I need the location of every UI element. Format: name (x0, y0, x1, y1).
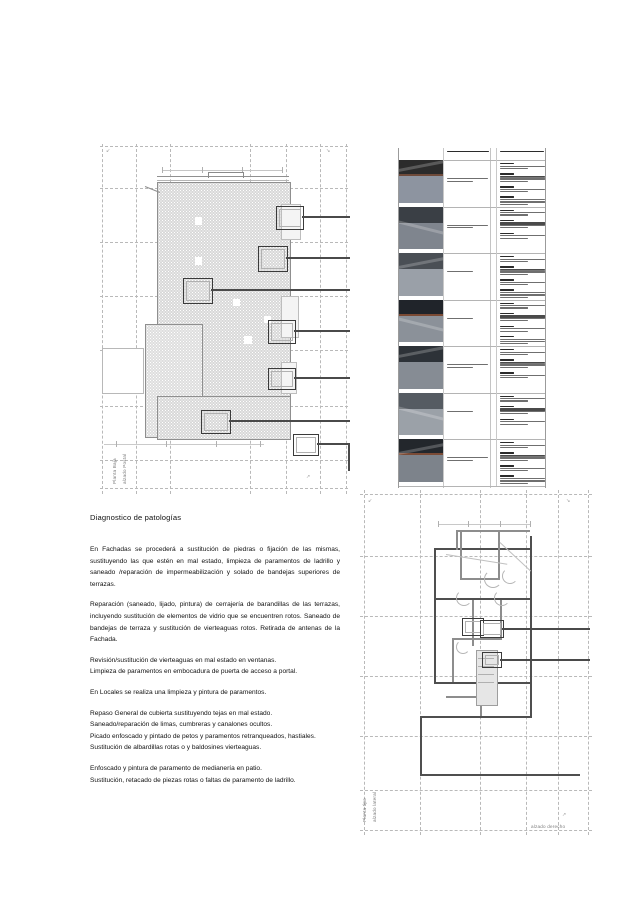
description-text-glyphs (500, 318, 545, 319)
photo-terraza-peto (399, 160, 443, 203)
page-title: Diagnostico de patologías (90, 513, 182, 522)
table-row (399, 207, 545, 254)
detail-caption-cell (443, 346, 496, 393)
description-text-glyphs (500, 181, 528, 182)
view-arrow-icon: ↙ (368, 498, 373, 504)
plan-label-inner: alzado lateral (372, 791, 377, 822)
caption-text-glyphs (447, 181, 473, 182)
description-text-glyphs (500, 367, 528, 368)
dimension-tick (216, 441, 217, 447)
description-text-glyphs (500, 413, 528, 414)
photo-region-lower (399, 269, 443, 295)
description-text-glyphs (500, 331, 528, 332)
parapet-step-edge (243, 172, 244, 178)
description-text-glyphs (500, 212, 545, 213)
view-arrow-icon: ↗ (306, 474, 311, 480)
description-subheading-glyphs (500, 396, 514, 397)
description-text-glyphs (500, 238, 528, 239)
dimension-line (162, 170, 282, 171)
detail-caption-cell (443, 160, 496, 207)
exterior-wall-left-base (420, 716, 422, 776)
window-void (102, 348, 144, 394)
description-subheading-glyphs (500, 313, 514, 314)
plan-leader-line-1 (502, 628, 590, 630)
table-header-row (399, 148, 545, 160)
description-subheading-glyphs (500, 452, 514, 453)
door-swing-icon (484, 570, 502, 588)
stair-tread (478, 682, 494, 683)
caption-text-glyphs (447, 271, 473, 272)
detail-caption-cell (443, 393, 496, 440)
table-row-separator (399, 486, 545, 487)
door-swing-icon (494, 590, 510, 606)
grid-line-h (100, 146, 348, 147)
photo-cell (399, 253, 443, 300)
description-text-glyphs (500, 315, 545, 316)
description-cell (496, 207, 547, 254)
exterior-wall-setback-side (456, 530, 458, 550)
photo-fachada-ladrillo (399, 346, 443, 389)
description-text-glyphs (500, 408, 545, 409)
description-text-glyphs (500, 225, 545, 226)
elevation-label-inner: alzado Postal (122, 453, 127, 484)
description-text-glyphs (500, 411, 545, 412)
description-text-glyphs (500, 320, 528, 321)
photo-cell (399, 393, 443, 440)
description-cell (496, 253, 547, 300)
description-text-glyphs (500, 328, 545, 329)
description-text-glyphs (500, 460, 528, 461)
facade-marker (195, 217, 202, 225)
description-text-glyphs (500, 259, 545, 260)
header-text-glyphs (500, 151, 544, 152)
description-text-glyphs (500, 199, 545, 200)
description-subheading-glyphs (500, 289, 514, 290)
callout-box-5[interactable] (268, 368, 296, 390)
description-subheading-glyphs (500, 256, 514, 257)
caption-text-glyphs (447, 460, 473, 461)
table-row (399, 439, 545, 486)
table-header-description-cell (496, 148, 546, 160)
interior-wall-h (434, 598, 530, 600)
caption-text-glyphs (447, 411, 473, 412)
floor-plan-drawing (360, 490, 592, 835)
callout-box-1[interactable] (276, 206, 304, 230)
grid-line-h (100, 460, 348, 461)
elevation-label-outer: Planta Baja (112, 458, 117, 484)
dimension-tick (530, 521, 531, 527)
description-text-glyphs (500, 455, 545, 456)
leader-line-1 (302, 216, 350, 218)
description-text-glyphs (500, 307, 528, 308)
description-text-glyphs (500, 457, 545, 458)
description-text-glyphs (500, 297, 528, 298)
header-text-glyphs (447, 151, 489, 152)
leader-line-6 (229, 420, 350, 422)
description-text-glyphs (500, 271, 545, 272)
description-subheading-glyphs (500, 442, 514, 443)
dimension-line (104, 444, 264, 445)
description-subheading-glyphs (500, 279, 514, 280)
description-text-glyphs (500, 227, 528, 228)
caption-text-glyphs (447, 225, 488, 226)
description-text-glyphs (500, 189, 545, 190)
description-block-gap (500, 426, 545, 429)
leader-line-7-riser (348, 443, 350, 471)
leader-line-3 (211, 289, 350, 291)
description-text-glyphs (500, 424, 528, 425)
exterior-wall-bottom (420, 716, 532, 718)
photo-cell (399, 300, 443, 347)
dimension-tick (116, 441, 117, 447)
view-arrow-icon: ↗ (562, 812, 567, 818)
photo-region-upper (399, 207, 443, 224)
dimension-tick (500, 521, 501, 527)
description-text-glyphs (500, 364, 545, 365)
description-text-glyphs (500, 343, 528, 344)
caption-text-glyphs (447, 318, 473, 319)
description-subheading-glyphs (500, 372, 514, 373)
description-text-glyphs (500, 341, 545, 342)
dimension-tick (438, 521, 439, 527)
description-text-glyphs (500, 470, 528, 471)
grid-line-v (526, 490, 527, 835)
description-subheading-glyphs (500, 326, 514, 327)
description-text-glyphs (500, 191, 528, 192)
description-text-glyphs (500, 274, 528, 275)
detail-caption-cell (443, 439, 496, 486)
diagnostic-paragraph: Picado enfoscado y pintado de petos y paramentos retranqueados, hastiales. (90, 732, 316, 740)
description-text-glyphs (500, 480, 545, 481)
facade-marker (244, 336, 252, 344)
north-arrow-icon: ↙ (106, 148, 111, 154)
description-subheading-glyphs (500, 419, 514, 420)
photo-canalon (399, 300, 443, 343)
description-text-glyphs (500, 375, 545, 376)
description-subheading-glyphs (500, 303, 514, 304)
plan-label-bottom: alzado derecho (531, 824, 566, 829)
description-subheading-glyphs (500, 266, 514, 267)
description-subheading-glyphs (500, 233, 514, 234)
grid-line-v (102, 144, 103, 494)
description-text-glyphs (500, 447, 528, 448)
diagnostic-paragraph: En Locales se realiza una limpieza y pintura de paramentos. (90, 688, 267, 696)
diagnostic-paragraph: Reparación (saneado, lijado, pintura) de cerrajería de barandillas de las terrazas, incluyendo sustitución de elementos de vidrio que se encuentren rotos. Saneado de bandejas de terraza y sustitución de vierteaguas rotos. Retirada de antenas de la Fachada. (90, 601, 340, 644)
description-text-glyphs (500, 352, 545, 353)
description-text-glyphs (500, 468, 545, 469)
table-row (399, 253, 545, 300)
grid-line-v (136, 144, 137, 494)
description-text-glyphs (500, 201, 545, 202)
leader-line-7 (317, 443, 350, 445)
description-text-glyphs (500, 269, 545, 270)
description-cell (496, 300, 547, 347)
dimension-tick (166, 441, 167, 447)
door-swing-icon (456, 590, 472, 606)
detail-caption-cell (443, 207, 496, 254)
callout-box-6[interactable] (201, 410, 231, 434)
dimension-tick (468, 521, 469, 527)
dimension-tick (282, 167, 283, 173)
caption-text-glyphs (447, 457, 488, 458)
description-block-gap (500, 379, 545, 382)
exterior-wall-right-lower (530, 598, 532, 718)
photo-region-lower (399, 176, 443, 202)
description-subheading-glyphs (500, 173, 514, 174)
caption-text-glyphs (447, 227, 473, 228)
exterior-wall-setback (456, 530, 530, 532)
description-text-glyphs (500, 294, 545, 295)
description-text-glyphs (500, 445, 545, 446)
leader-line-4 (294, 330, 350, 332)
description-text-glyphs (500, 305, 545, 306)
description-text-glyphs (500, 362, 545, 363)
leader-line-5 (294, 377, 350, 379)
description-text-glyphs (500, 204, 528, 205)
facade-marker (233, 299, 240, 306)
description-subheading-glyphs (500, 406, 514, 407)
description-text-glyphs (500, 235, 545, 236)
grid-line-h (100, 488, 348, 489)
description-text-glyphs (500, 282, 545, 283)
diagnostic-paragraph: Sustitución, retacado de piezas rotas o faltas de paramento de ladrillo. (90, 776, 296, 784)
description-text-glyphs (500, 339, 545, 340)
description-block-gap (500, 240, 545, 243)
parapet-step-edge (208, 172, 209, 178)
stair-tread (478, 674, 494, 675)
detail-caption-cell (443, 300, 496, 347)
photo-region-upper (399, 393, 443, 410)
photo-cell (399, 160, 443, 207)
description-text-glyphs (500, 292, 545, 293)
dimension-tick (202, 167, 203, 173)
callout-box-2[interactable] (258, 246, 288, 272)
grid-line-v (320, 144, 321, 494)
diagnostic-paragraph: Sustitución de albardillas rotas o y baldosines vierteaguas. (90, 744, 262, 752)
description-text-glyphs (500, 166, 545, 167)
description-text-glyphs (500, 261, 528, 262)
diagnostic-paragraph: Saneado/reparación de limas, cumbreras y canalones ocultos. (90, 721, 273, 729)
description-text-glyphs (500, 168, 528, 169)
plan-callout-box-2[interactable] (480, 620, 504, 638)
door-swing-icon (502, 568, 518, 584)
description-text-glyphs (500, 214, 528, 215)
description-text-glyphs (500, 222, 545, 223)
photo-region-lower (399, 455, 443, 481)
parapet-line (157, 180, 289, 181)
description-subheading-glyphs (500, 163, 514, 164)
description-subheading-glyphs (500, 359, 514, 360)
description-text-glyphs (500, 178, 545, 179)
table-header-detail-cell (443, 148, 496, 160)
description-cell (496, 160, 547, 207)
caption-text-glyphs (447, 364, 488, 365)
diagnostic-paragraph: Enfoscado y pintura de paramento de medianería en patio. (90, 764, 262, 772)
description-subheading-glyphs (500, 186, 514, 187)
photo-cubierta-tejas (399, 253, 443, 296)
parapet-step (208, 172, 244, 173)
caption-text-glyphs (447, 178, 488, 179)
dimension-tick (260, 441, 261, 447)
diagnostic-paragraph: Repaso General de cubierta sustituyendo tejas en mal estado. (90, 709, 273, 717)
exterior-wall-left-upper (434, 548, 436, 600)
callout-box-7[interactable] (293, 434, 319, 456)
photo-cell (399, 439, 443, 486)
description-text-glyphs (500, 400, 528, 401)
description-subheading-glyphs (500, 196, 514, 197)
exterior-wall-left-lower (434, 598, 436, 684)
description-subheading-glyphs (500, 336, 514, 337)
description-text-glyphs (500, 421, 545, 422)
door-swing-icon (456, 640, 470, 654)
photo-annotation-table (398, 148, 546, 488)
dimension-tick (162, 167, 163, 173)
caption-text-glyphs (447, 367, 473, 368)
description-cell (496, 393, 547, 440)
diagnostic-paragraph: En Fachadas se procederá a sustitución de piedras o fijación de las mismas, sustituyendo las que estén en mal estado, limpieza de paramentos de ladrillo y saneado /reparación de impermeabilización y solado de bandejas superiores de terrazas. (90, 546, 340, 588)
leader-line-2 (286, 257, 350, 259)
grid-line-v (558, 490, 559, 835)
table-row (399, 300, 545, 347)
exterior-wall-top (434, 548, 532, 550)
view-arrow-icon: ↘ (326, 148, 331, 154)
elevation-drawing (100, 144, 348, 494)
photo-cell (399, 207, 443, 254)
description-subheading-glyphs (500, 475, 514, 476)
plan-callout-box-3[interactable] (482, 652, 502, 668)
description-subheading-glyphs (500, 210, 514, 211)
detail-caption-cell (443, 253, 496, 300)
table-row (399, 393, 545, 440)
description-text-glyphs (500, 176, 545, 177)
plan-leader-line-2 (500, 659, 590, 661)
table-row (399, 346, 545, 393)
description-subheading-glyphs (500, 349, 514, 350)
facade-marker (195, 257, 202, 265)
photo-cell (399, 346, 443, 393)
parapet-cap (157, 176, 289, 177)
partition-wall (452, 638, 454, 682)
description-cell (496, 346, 547, 393)
photo-albardilla (399, 207, 443, 250)
table-row (399, 160, 545, 207)
description-text-glyphs (500, 377, 528, 378)
description-text-glyphs (500, 478, 545, 479)
photo-region-lower (399, 362, 443, 388)
description-text-glyphs (500, 398, 545, 399)
photo-medianeria (399, 439, 443, 482)
callout-box-3[interactable] (183, 278, 213, 304)
diagnostic-paragraph: Limpieza de paramentos en embocadura de puerta de acceso a portal. (90, 668, 298, 676)
table-header-photo-cell (399, 148, 443, 160)
dimension-line (438, 524, 530, 525)
photo-vierteaguas (399, 393, 443, 436)
description-subheading-glyphs (500, 220, 514, 221)
description-text-glyphs (500, 354, 528, 355)
plan-label-outer: Planta tipo (362, 798, 367, 822)
diagnostic-section (90, 513, 340, 795)
grid-line-v (420, 490, 421, 835)
description-subheading-glyphs (500, 465, 514, 466)
exterior-wall-base (420, 774, 580, 776)
grid-line-v (346, 144, 347, 494)
grid-line-v (364, 490, 365, 835)
callout-box-4[interactable] (268, 320, 296, 344)
diagnostic-paragraph: Revisión/sustitución de vierteaguas en mal estado en ventanas. (90, 656, 277, 664)
grid-line-v (588, 490, 589, 835)
description-text-glyphs (500, 284, 528, 285)
description-cell (496, 439, 547, 486)
view-arrow-icon: ↘ (566, 498, 571, 504)
description-text-glyphs (500, 483, 528, 484)
